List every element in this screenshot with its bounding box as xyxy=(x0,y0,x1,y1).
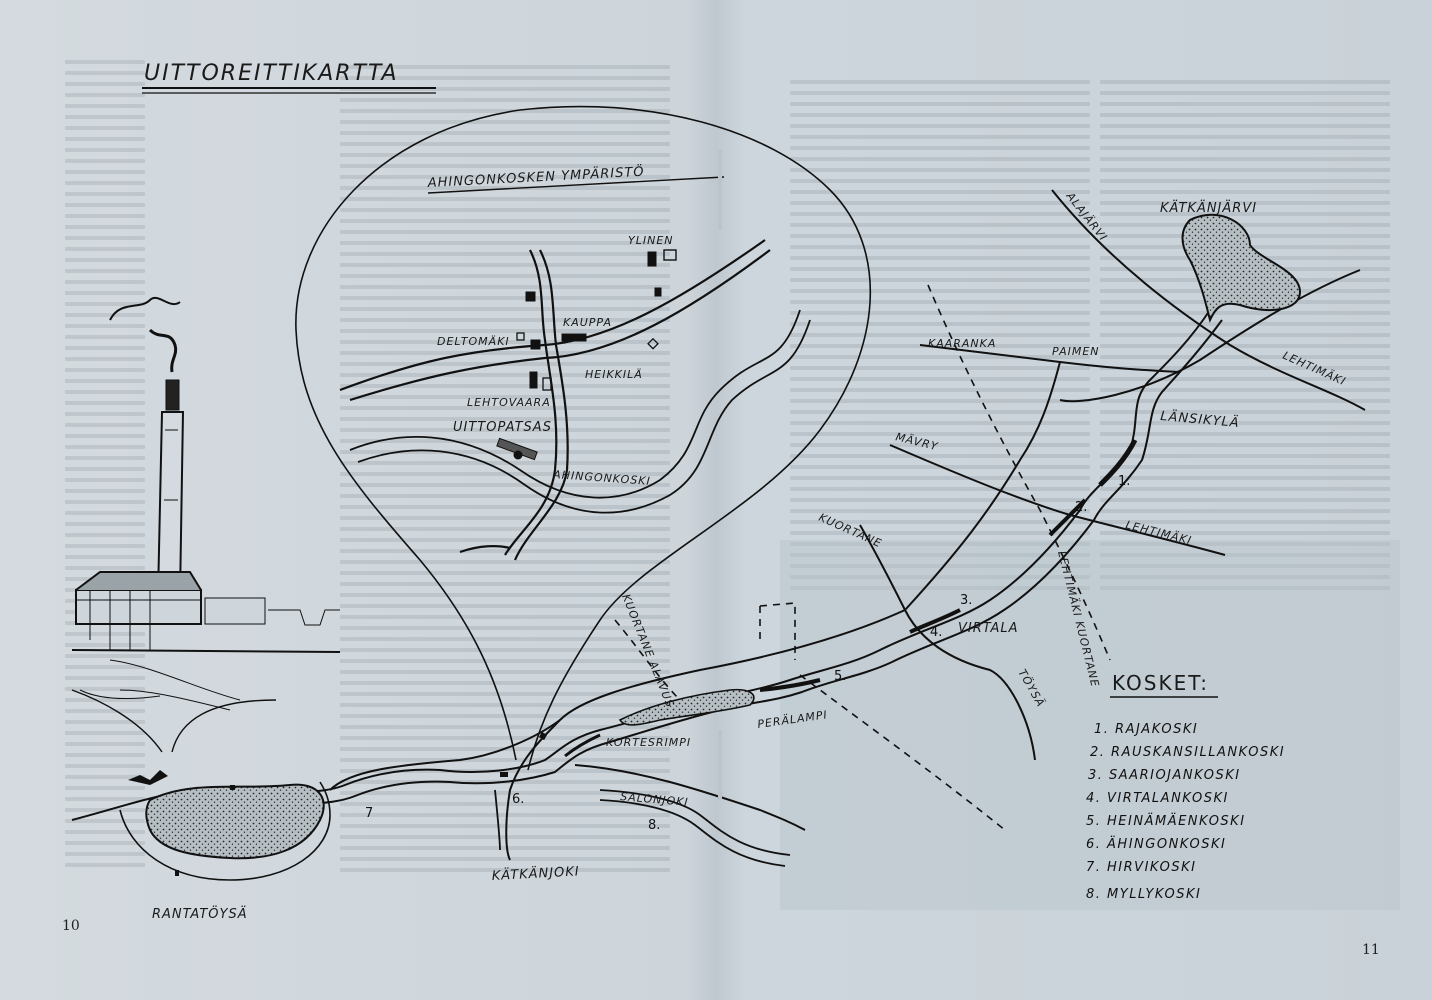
label-kuortane-alavus: KUORTANE ALAVUS xyxy=(619,592,677,710)
rapid-number-5: 5. xyxy=(834,669,847,684)
inset-pointer-left xyxy=(172,700,276,752)
legend-item-6: 6. ÄHINGONKOSKI xyxy=(1086,837,1227,852)
map-title: UITTOREITTIKARTTA xyxy=(144,61,399,86)
legend xyxy=(1086,671,1285,902)
legend-item-2: 2. RAUSKANSILLANKOSKI xyxy=(1090,745,1286,760)
main-river xyxy=(270,310,1222,808)
label-rantatoysa: RANTATÖYSÄ xyxy=(152,907,248,922)
inset-label-uittopatsas: UITTOPATSAS xyxy=(453,420,552,435)
label-lehtimaki-kuortane: LEHTIMÄKI KUORTANE xyxy=(1055,549,1102,689)
legend-item-8: 8. MYLLYKOSKI xyxy=(1086,887,1202,902)
rapid-number-3: 3. xyxy=(960,593,973,608)
inset-label-ylinen: YLINEN xyxy=(628,234,674,247)
inset-label-ahingonkoski: AHINGONKOSKI xyxy=(552,468,652,488)
page-number-right: 11 xyxy=(1362,942,1380,958)
page-number-left: 10 xyxy=(62,918,80,934)
inset-label-deltomaki: DELTOMÄKI xyxy=(437,335,510,348)
lake-rantatoysa xyxy=(146,785,324,859)
rapid-number-6: 6. xyxy=(512,792,525,807)
rapid-number-2: 2. xyxy=(1075,500,1088,515)
legend-item-3: 3. SAARIOJANKOSKI xyxy=(1088,768,1241,783)
katkanjoki-river xyxy=(495,790,500,850)
label-peralampi: PERÄLAMPI xyxy=(756,708,829,731)
legend-item-5: 5. HEINÄMÄENKOSKI xyxy=(1086,814,1246,829)
label-kortesrimpi: KORTESRIMPI xyxy=(606,736,692,749)
rapid-number-8: 8. xyxy=(648,818,661,833)
label-lehtimaki-ne: LEHTIMÄKI xyxy=(1280,348,1349,389)
rapid-number-1: 1. xyxy=(1118,474,1131,489)
inset-roads xyxy=(340,240,770,560)
label-paimen: PAIMEN xyxy=(1052,345,1100,358)
inset-balloon-outline xyxy=(296,107,870,770)
rapid-number-4: 4. xyxy=(930,625,943,640)
legend-item-1: 1. RAJAKOSKI xyxy=(1094,722,1199,737)
label-kuortane-upper: KUORTANE xyxy=(816,510,885,551)
label-kaaranka: KAARANKA xyxy=(928,337,997,350)
inset-title: AHINGONKOSKEN YMPÄRISTÖ xyxy=(427,164,645,191)
label-virtala: VIRTALA xyxy=(958,621,1019,636)
label-katkanjoki: KÄTKÄNJOKI xyxy=(491,864,581,884)
legend-item-4: 4. VIRTALANKOSKI xyxy=(1086,791,1229,806)
rapid-number-7: 7 xyxy=(365,806,374,821)
inset-pointer-right xyxy=(72,690,162,752)
lake-katkanjarvi xyxy=(1183,215,1301,320)
label-lehtimaki-e: LEHTIMÄKI xyxy=(1124,518,1194,548)
label-katkanjarvi: KÄTKÄNJÄRVI xyxy=(1160,201,1258,216)
label-alajarvi: ALAJÄRVI xyxy=(1063,189,1110,244)
legend-title: KOSKET: xyxy=(1112,671,1209,695)
inset-label-kauppa: KAUPPA xyxy=(563,316,613,329)
label-lansikyla: LÄNSIKYLÄ xyxy=(1159,409,1241,431)
label-toysa: TÖYSÄ xyxy=(1015,667,1048,710)
legend-item-7: 7. HIRVIKOSKI xyxy=(1086,860,1197,875)
inset-label-lehtovaara: LEHTOVAARA xyxy=(467,396,551,409)
label-salonjoki: SALONJOKI xyxy=(619,790,690,809)
inset-label-heikkila: HEIKKILÄ xyxy=(585,368,643,381)
label-mavry: MÄVRY xyxy=(894,430,940,454)
